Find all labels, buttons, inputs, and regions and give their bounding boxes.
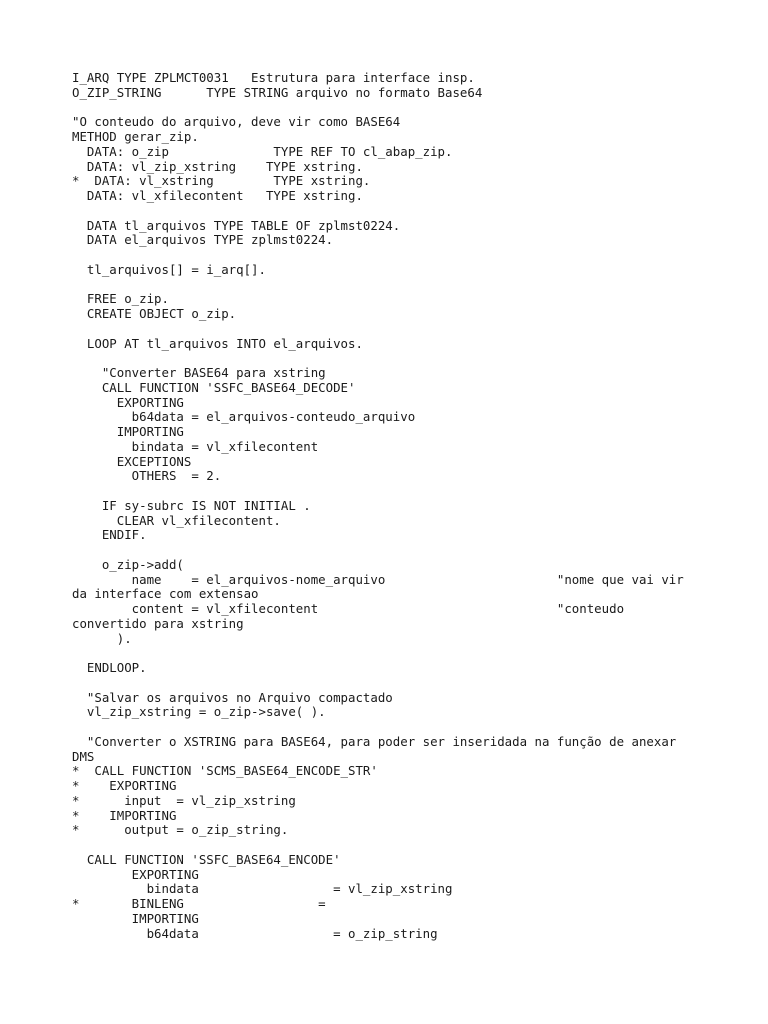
code-line: ENDIF. [72, 527, 147, 543]
code-line: * input = vl_zip_xstring [72, 792, 296, 808]
code-line [72, 543, 762, 558]
code-line: CALL FUNCTION 'SSFC_BASE64_ENCODE' [72, 851, 341, 867]
code-line: FREE o_zip. [72, 291, 169, 307]
code-line [72, 646, 762, 661]
code-line: ). [72, 630, 132, 646]
code-line: IF sy-subrc IS NOT INITIAL . [72, 497, 311, 513]
code-line: * output = o_zip_string. [72, 822, 289, 838]
code-line: vl_zip_xstring = o_zip->save( ). [72, 704, 326, 720]
code-line [72, 278, 762, 293]
code-line: * DATA: vl_xstring TYPE xstring. [72, 173, 371, 189]
code-line [72, 720, 762, 735]
code-line [72, 322, 762, 337]
code-line: * BINLENG = [72, 896, 326, 911]
code-line: DATA: vl_xfilecontent TYPE xstring. [72, 188, 363, 203]
code-line: DATA el_arquivos TYPE zplmst0224. [72, 232, 334, 248]
code-line: EXPORTING [72, 866, 199, 882]
code-line: * EXPORTING [72, 778, 177, 793]
code-line: "Converter o XSTRING para BASE64, para poder ser inseridada na função de anexar [72, 733, 677, 749]
code-line: DATA: o_zip TYPE REF TO cl_abap_zip. [72, 143, 453, 159]
code-line [72, 101, 762, 116]
code-line: CALL FUNCTION 'SSFC_BASE64_DECODE' [72, 379, 356, 395]
code-line: "Converter BASE64 para xstring [72, 365, 326, 380]
code-line: DMS [72, 748, 95, 764]
code-line: IMPORTING [72, 910, 199, 926]
code-line: name = el_arquivos-nome_arquivo "nome que vai vir [72, 571, 684, 587]
code-line [72, 248, 762, 263]
code-line: EXCEPTIONS [72, 453, 192, 469]
code-line: da interface com extensao [72, 586, 259, 602]
code-line: * CALL FUNCTION 'SCMS_BASE64_ENCODE_STR' [72, 763, 378, 779]
code-line: * IMPORTING [72, 807, 177, 823]
code-line: "O conteudo do arquivo, deve vir como BASE64 [72, 114, 401, 130]
code-line [72, 204, 762, 219]
code-line: DATA: vl_zip_xstring TYPE xstring. [72, 158, 363, 174]
code-line: bindata = vl_zip_xstring [72, 881, 453, 897]
code-line: b64data = o_zip_string [72, 925, 438, 941]
code-line: IMPORTING [72, 424, 184, 439]
code-line: o_zip->add( [72, 556, 184, 572]
code-line: OTHERS = 2. [72, 468, 222, 484]
code-line: METHOD gerar_zip. [72, 129, 199, 144]
code-line: EXPORTING [72, 394, 184, 410]
code-line: DATA tl_arquivos TYPE TABLE OF zplmst0224. [72, 217, 401, 233]
code-line: ENDLOOP. [72, 660, 147, 675]
code-line: bindata = vl_xfilecontent [72, 438, 319, 454]
code-line: O_ZIP_STRING TYPE STRING arquivo no formato Base64 [72, 84, 483, 100]
code-line: CLEAR vl_xfilecontent. [72, 512, 281, 528]
code-line: b64data = el_arquivos-conteudo_arquivo [72, 409, 416, 425]
code-line: "Salvar os arquivos no Arquivo compactado [72, 689, 393, 705]
code-line: convertido para xstring [72, 615, 244, 631]
code-line [72, 351, 762, 366]
code-line: tl_arquivos[] = i_arq[]. [72, 261, 266, 277]
code-line: CREATE OBJECT o_zip. [72, 306, 237, 321]
code-document [72, 71, 762, 941]
code-line: LOOP AT tl_arquivos INTO el_arquivos. [72, 335, 363, 351]
code-line: content = vl_xfilecontent "conteudo [72, 601, 625, 616]
code-line [72, 676, 762, 691]
code-line: I_ARQ TYPE ZPLMCT0031 Estrutura para interface insp. [72, 70, 475, 85]
code-line [72, 838, 762, 853]
code-line [72, 484, 762, 499]
